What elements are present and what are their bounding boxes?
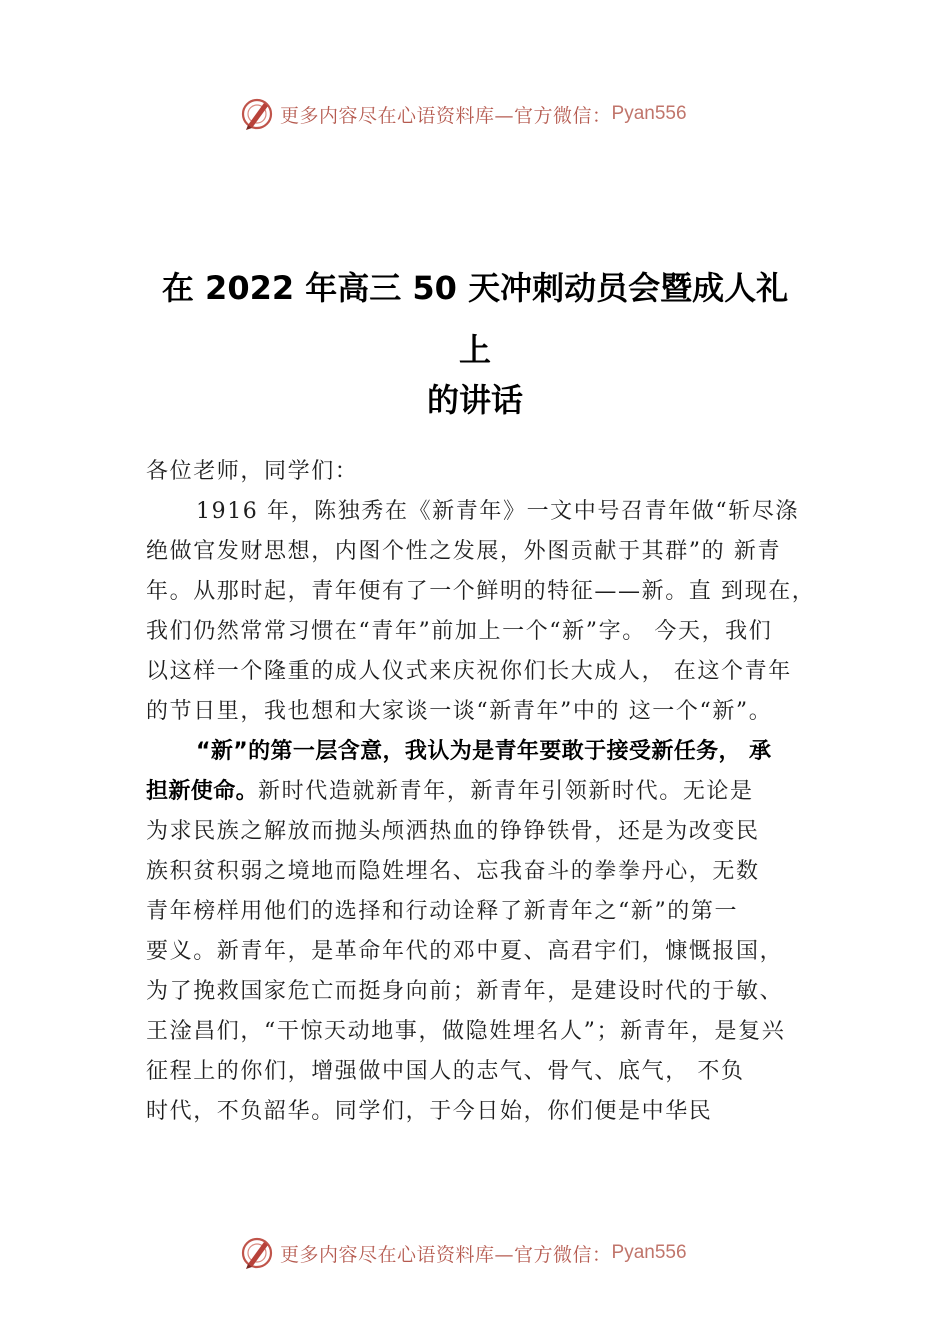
para2-line: 要义。新青年，是革命年代的邓中夏、高君宇们，慷慨报国，	[146, 939, 784, 964]
para1-line: 的节日里，我也想和大家谈一谈“新青年”中的 这一个“新”。	[146, 699, 773, 724]
para1-line: 1916 年，陈独秀在《新青年》一文中号召青年做“斩尽涤	[196, 499, 800, 524]
para2-heading-end: 担新使命。	[146, 779, 259, 804]
para2-line-rest: 新时代造就新青年，新青年引领新时代。无论是	[258, 779, 754, 804]
para2-line: 为求民族之解放而抛头颅洒热血的铮铮铁骨，还是为改变民	[146, 819, 760, 844]
header-banner	[240, 96, 760, 132]
title-line-2: 上	[458, 331, 491, 369]
pen-logo-icon	[240, 1236, 274, 1270]
title-line-1: 在 2022 年高三 50 天冲刺动员会暨成人礼	[161, 269, 789, 307]
banner-text: 更多内容尽在心语资料库—官方微信：	[280, 1243, 612, 1266]
para2-line: 王淦昌们，“干惊天动地事，做隐姓埋名人”；新青年，是复兴	[146, 1019, 786, 1044]
banner-text: 更多内容尽在心语资料库—官方微信：	[280, 104, 612, 127]
para2-line: 征程上的你们，增强做中国人的志气、骨气、底气， 不负	[146, 1059, 745, 1084]
para2-line: 青年榜样用他们的选择和行动诠释了新青年之“新”的第一	[146, 899, 739, 924]
para1-line: 年。从那时起，青年便有了一个鲜明的特征——新。直 到现在，	[146, 579, 816, 604]
para2-heading-line: “新”的第一层含意，我认为是青年要敢于接受新任务， 承	[196, 739, 772, 764]
para2-line: 为了挽救国家危亡而挺身向前；新青年，是建设时代的于敏、	[146, 979, 784, 1004]
footer-banner	[240, 1235, 760, 1271]
pen-logo-icon	[240, 97, 274, 131]
para2-line	[146, 772, 846, 812]
greeting: 各位老师，同学们：	[146, 459, 359, 484]
para1-line: 以这样一个隆重的成人仪式来庆祝你们长大成人， 在这个青年	[146, 659, 792, 684]
banner-wechat-id: Pyan556	[611, 1242, 687, 1263]
title-line-3: 的讲话	[426, 381, 523, 419]
speech-body	[146, 452, 846, 1132]
para2-line: 族积贫积弱之境地而隐姓埋名、忘我奋斗的拳拳丹心，无数	[146, 859, 760, 884]
para2-line: 时代，不负韶华。同学们，于今日始，你们便是中华民	[146, 1099, 713, 1124]
para1-line: 绝做官发财思想，内图个性之发展，外图贡献于其群”的 新青	[146, 539, 782, 564]
banner-wechat-id: Pyan556	[611, 103, 687, 124]
para1-line: 我们仍然常常习惯在“青年”前加上一个“新”字。 今天，我们	[146, 619, 773, 644]
